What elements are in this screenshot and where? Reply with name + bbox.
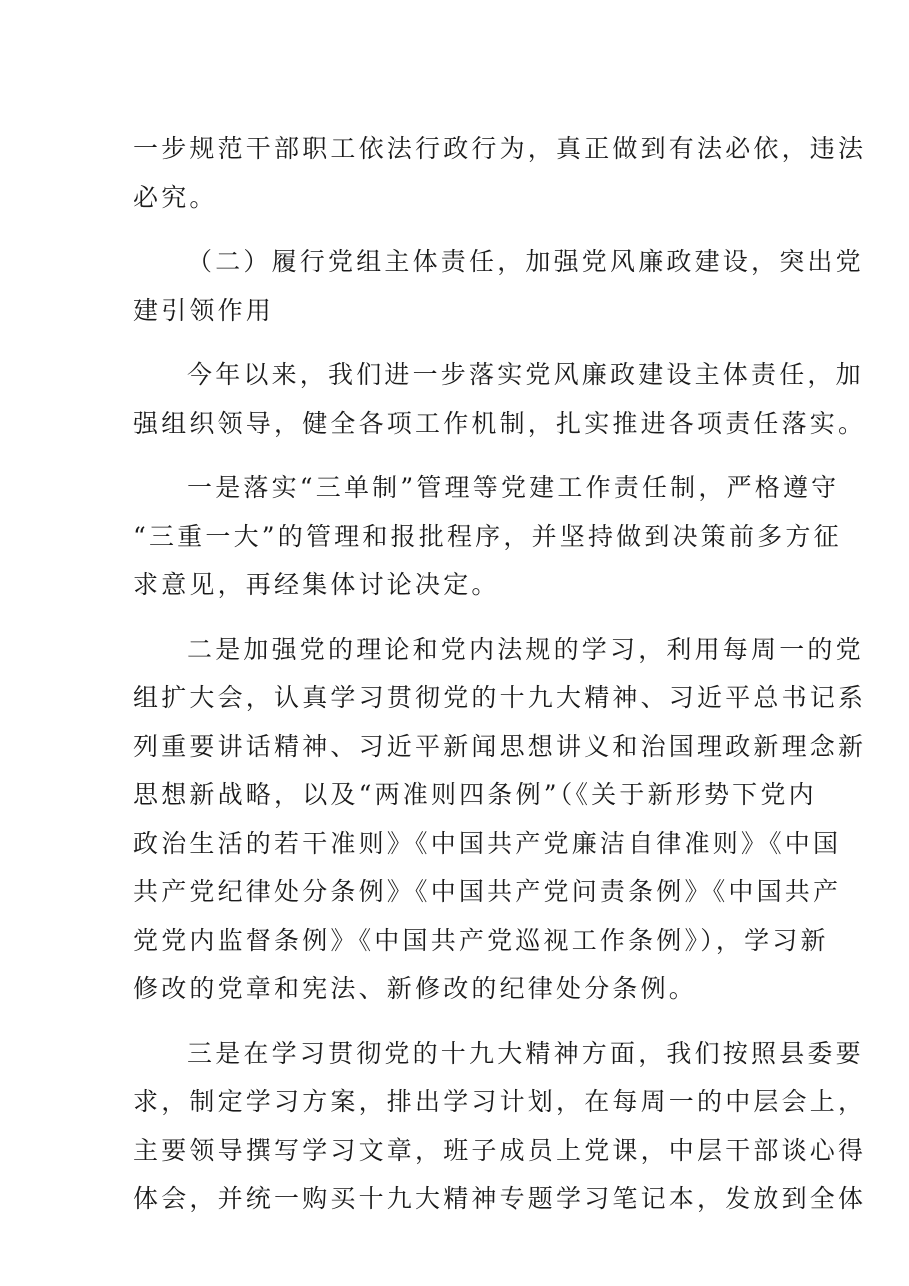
text-line: 主要领导撰写学习文章，班子成员上党课，中层干部谈心得 bbox=[133, 1135, 867, 1165]
text-line: 思想新战略，以及“两准则四条例”（《关于新形势下党内 bbox=[133, 780, 817, 809]
text-line: 体会，并统一购买十九大精神专题学习笔记本，发放到全体 bbox=[133, 1184, 867, 1213]
text-line: “三重一大”的管理和报批程序，并坚持做到决策前多方征 bbox=[133, 521, 842, 551]
text-line: 必究。 bbox=[133, 182, 218, 212]
paragraph-first-line: 二是加强党的理论和党内法规的学习，利用每周一的党 bbox=[187, 634, 864, 664]
paragraph-first-line: 一是落实“三单制”管理等党建工作责任制，严格遵守 bbox=[187, 473, 840, 502]
text-line: 求意见，再经集体讨论决定。 bbox=[133, 570, 500, 599]
paragraph-first-line: 今年以来，我们进一步落实党风廉政建设主体责任，加 bbox=[187, 360, 864, 389]
text-line: 一步规范干部职工依法行政行为，真正做到有法必依，违法 bbox=[133, 134, 867, 163]
text-line: 政治生活的若干准则》《中国共产党廉洁自律准则》《中国 bbox=[133, 828, 842, 858]
text-line: 列重要讲话精神、习近平新闻思想讲义和治国理政新理念新 bbox=[133, 731, 867, 761]
paragraph-first-line: 三是在学习贯彻党的十九大精神方面，我们按照县委要 bbox=[187, 1038, 864, 1068]
section-heading-continued: 建引领作用 bbox=[133, 295, 275, 325]
text-line: 强组织领导，健全各项工作机制，扎实推进各项责任落实。 bbox=[133, 408, 867, 438]
text-line: 党党内监督条例》《中国共产党巡视工作条例》），学习新 bbox=[133, 925, 829, 955]
text-line: 共产党纪律处分条例》《中国共产党问责条例》《中国共产 bbox=[133, 877, 842, 906]
document-body bbox=[133, 125, 867, 1224]
text-line: 求，制定学习方案，排出学习计划，在每周一的中层会上， bbox=[133, 1087, 867, 1116]
text-line: 组扩大会，认真学习贯彻党的十九大精神、习近平总书记系 bbox=[133, 683, 867, 712]
section-heading: （二）履行党组主体责任，加强党风廉政建设，突出党 bbox=[187, 247, 864, 276]
text-line: 修改的党章和宪法、新修改的纪律处分条例。 bbox=[133, 974, 698, 1003]
